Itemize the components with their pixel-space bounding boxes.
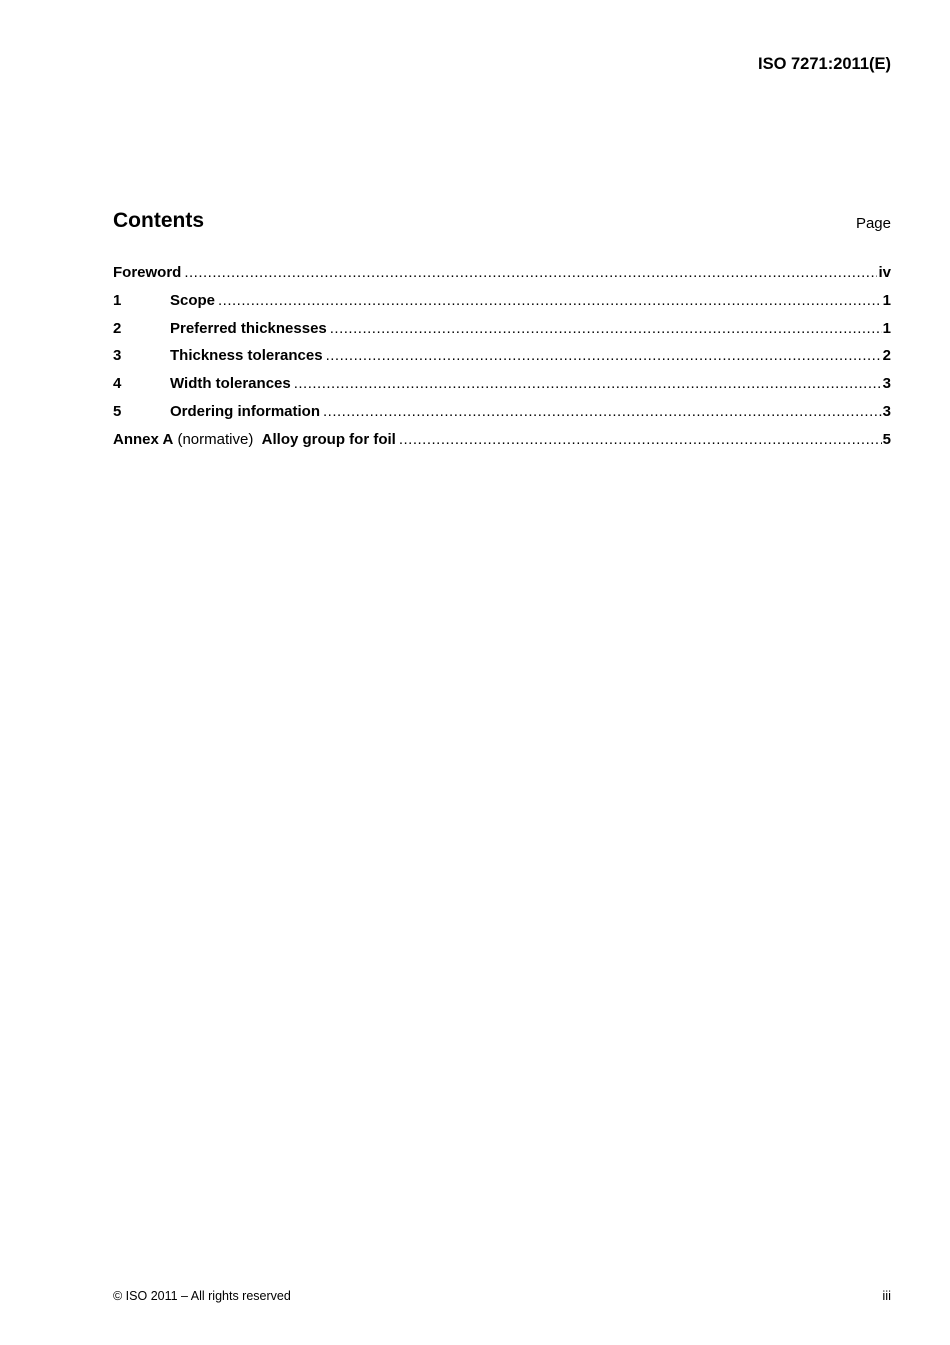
toc-dot-leader <box>326 347 882 364</box>
toc-entry-number: 2 <box>113 319 122 337</box>
toc-entry-number: 3 <box>113 347 122 365</box>
toc-entry-number: 4 <box>113 375 122 393</box>
toc-entry-title: Width tolerances <box>170 375 291 393</box>
document-id: ISO 7271:2011(E) <box>758 55 891 73</box>
page-column-label: Page <box>855 215 891 232</box>
toc-entry-foreword[interactable] <box>113 264 891 292</box>
toc-entry-width-tolerances[interactable] <box>113 375 891 403</box>
toc-dot-leader <box>330 320 882 337</box>
toc-entry-page: iv <box>878 264 891 281</box>
page-number: iii <box>882 1288 891 1303</box>
toc-dot-leader <box>218 292 882 309</box>
toc-dot-leader <box>399 431 882 448</box>
toc-annex-label: Annex A <box>113 430 174 448</box>
copyright-notice: © ISO 2011 – All rights reserved <box>113 1289 291 1303</box>
toc-entry-title: Scope <box>170 291 216 309</box>
toc-entry-number: 1 <box>113 291 122 309</box>
toc-dot-leader <box>294 375 882 392</box>
toc-entry-page: 2 <box>882 347 891 365</box>
toc-entry-page: 5 <box>882 430 891 448</box>
toc-dot-leader <box>323 403 882 420</box>
toc-entry-ordering-information[interactable] <box>113 403 891 431</box>
toc-annex-qualifier: (normative) <box>177 430 254 448</box>
toc-entry-title: Preferred thicknesses <box>170 319 327 337</box>
toc-entry-title: Thickness tolerances <box>170 347 323 365</box>
toc-entry-annex-a[interactable] <box>113 431 891 459</box>
toc-dot-leader <box>184 264 877 281</box>
toc-entry-page: 1 <box>882 291 891 309</box>
toc-annex-title: Alloy group for foil <box>261 430 396 448</box>
toc-entry-thickness-tolerances[interactable] <box>113 347 891 375</box>
contents-heading: Contents <box>113 209 204 232</box>
toc-entry-page: 3 <box>882 402 891 420</box>
toc-entry-preferred-thicknesses[interactable] <box>113 320 891 348</box>
toc-entry-page: 1 <box>882 319 891 337</box>
toc-entry-page: 3 <box>882 375 891 393</box>
toc-entry-title: Foreword <box>113 264 182 281</box>
toc-entry-title: Ordering information <box>170 402 320 420</box>
toc-entry-scope[interactable] <box>113 292 891 320</box>
table-of-contents <box>113 264 891 459</box>
toc-entry-number: 5 <box>113 402 122 420</box>
